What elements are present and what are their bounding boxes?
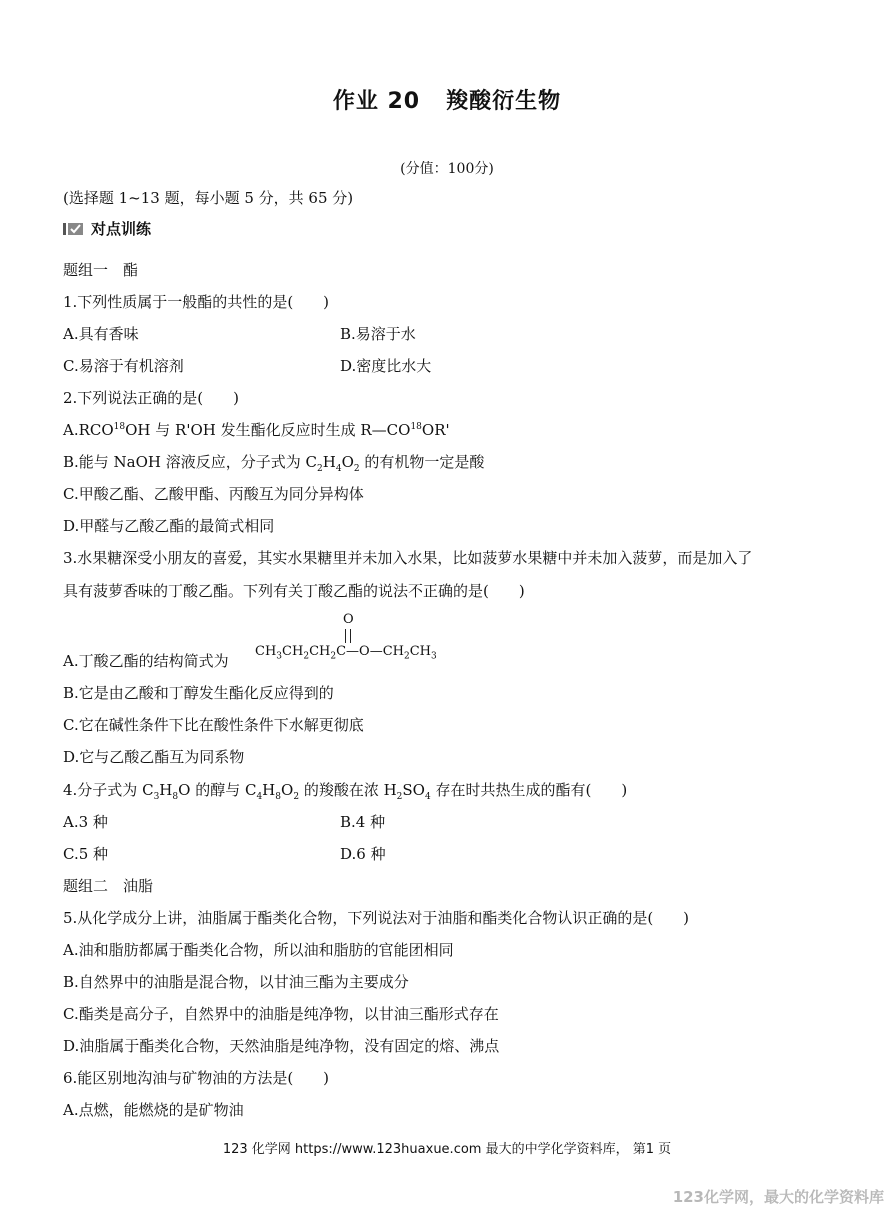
title-topic: 羧酸衍生物 [446, 89, 562, 114]
q2-option-c: C.甲酸乙酯、乙酸甲酯、丙酸互为同分异构体 [63, 485, 364, 503]
q1-option-c: C.易溶于有机溶剂 [63, 357, 184, 375]
group-heading-1: 题组一 酯 [63, 261, 139, 279]
score-note: (分值：100分) [400, 161, 494, 177]
q5-option-a: A.油和脂肪都属于酯类化合物，所以油和脂肪的官能团相同 [63, 941, 454, 959]
q3-option-a: A.丁酸乙酯的结构简式为 [63, 652, 229, 670]
page-title [0, 84, 894, 115]
q1-option-a: A.具有香味 [63, 325, 139, 343]
q3-option-d: D.它与乙酸乙酯互为同系物 [63, 748, 245, 766]
formula-chain: $CH_3CH_2CH_2C—O—CH_2CH_3$ [255, 644, 437, 662]
q4-option-a: A.3 种 [63, 813, 108, 831]
q5-option-b: B.自然界中的油脂是混合物，以甘油三酯为主要成分 [63, 973, 409, 991]
title-number: 作业 20 [332, 89, 421, 114]
check-book-icon [63, 222, 85, 236]
group-heading-2: 题组二 油脂 [63, 877, 154, 895]
q3-stem-line1: 3.水果糖深受小朋友的喜爱，其实水果糖里并未加入水果，比如菠萝水果糖中并未加入菠萝，而是加入了 [63, 549, 753, 567]
q6-option-a: A.点燃，能燃烧的是矿物油 [63, 1101, 244, 1119]
q2-option-b: B.能与 NaOH 溶液反应，分子式为 $C_2H_4O_2$ 的有机物一定是酸 [63, 453, 485, 474]
q4-stem: 4.分子式为 $C_3H_8O$ 的醇与 $C_4H_8O_2$ 的羧酸在浓 $H_2SO_4$ 存在时共热生成的酯有( ) [63, 781, 628, 802]
page-footer: 123 化学网 https://www.123huaxue.com 最大的中学化学资料库， 第1 页 [222, 1142, 672, 1157]
q1-option-d: D.密度比水大 [340, 357, 432, 375]
q3-stem-line2: 具有菠萝香味的丁酸乙酯。下列有关丁酸乙酯的说法不正确的是( ) [63, 582, 525, 600]
q3-option-b: B.它是由乙酸和丁醇发生酯化反应得到的 [63, 684, 334, 702]
q5-option-c: C.酯类是高分子，自然界中的油脂是纯净物，以甘油三酯形式存在 [63, 1005, 499, 1023]
q5-stem: 5.从化学成分上讲，油脂属于酯类化合物，下列说法对于油脂和酯类化合物认识正确的是( ) [63, 909, 690, 927]
q4-option-b: B.4 种 [340, 813, 386, 831]
section-label: 对点训练 [91, 220, 152, 238]
q1-stem: 1.下列性质属于一般酯的共性的是( ) [63, 293, 330, 311]
section-heading [63, 218, 151, 240]
q3-option-c: C.它在碱性条件下比在酸性条件下水解更彻底 [63, 716, 364, 734]
q5-option-d: D.油脂属于酯类化合物，天然油脂是纯净物，没有固定的熔、沸点 [63, 1037, 500, 1055]
choice-note: (选择题 1~13 题，每小题 5 分，共 65 分) [63, 189, 354, 207]
q2-option-a: A.RCO$^{18}$OH 与 R'OH 发生酯化反应时生成 R—CO$^{18}$OR' [63, 421, 450, 439]
q2-stem: 2.下列说法正确的是( ) [63, 389, 240, 407]
carbonyl-oxygen: O [343, 612, 354, 627]
q6-stem: 6.能区别地沟油与矿物油的方法是( ) [63, 1069, 330, 1087]
q1-option-b: B.易溶于水 [340, 325, 416, 343]
double-bond [345, 629, 351, 643]
q2-option-d: D.甲醛与乙酸乙酯的最简式相同 [63, 517, 275, 535]
q4-option-d: D.6 种 [340, 845, 386, 863]
q4-option-c: C.5 种 [63, 845, 109, 863]
watermark: 123化学网，最大的化学资料库 [672, 1188, 884, 1206]
